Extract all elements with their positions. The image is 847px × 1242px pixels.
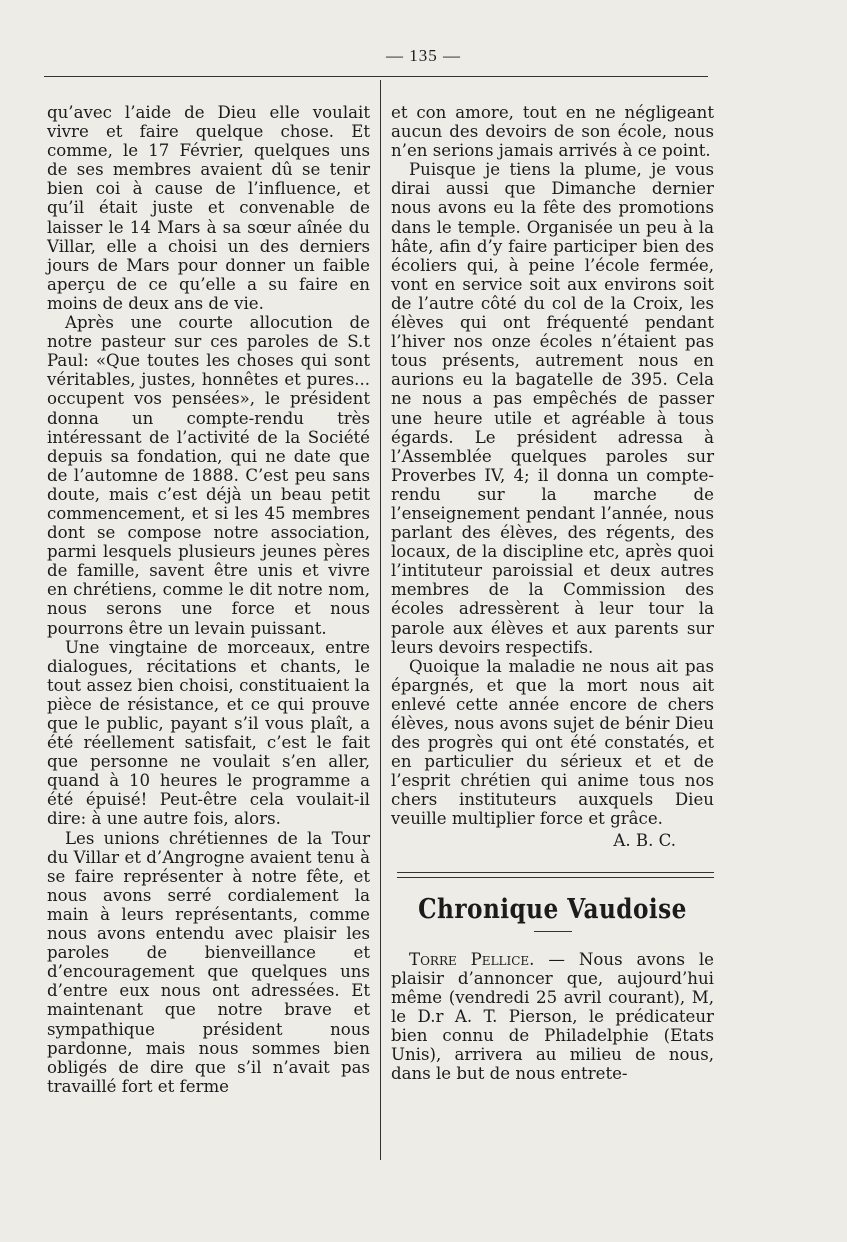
paragraph-continuation: et con amore, tout en ne négligeant aucun des devoirs de son école, nous n’en serions jamais arrivés à ce point. <box>391 103 714 161</box>
section-title: Chronique Vaudoise <box>418 893 687 925</box>
signature: A. B. C. <box>613 830 676 850</box>
chronique-paragraph <box>391 950 714 1084</box>
left-column <box>47 103 370 1096</box>
section-separator <box>397 872 714 878</box>
paragraph: Les unions chrétiennes de la Tour du Villar et d’Angrogne avaient tenu à se faire représenter à notre fête, et nous avons serré cordialement la main à leurs représentants, comme nous avons entendu avec plaisir les paroles de bienveillance et d’encouragement que quelques uns d’entre eux nous ont adressées. Et maintenant que notre brave et sympathique président nous pardonne, mais nous sommes bien obligés de dire que s’il n’avait pas travaillé fort et ferme <box>47 828 370 1096</box>
title-underline <box>534 931 572 932</box>
page-number: — 135 — <box>386 46 461 65</box>
header-rule <box>44 76 708 77</box>
right-column <box>391 103 714 1083</box>
paragraph-continuation: qu’avec l’aide de Dieu elle voulait vivre et faire quelque chose. Et comme, le 17 Février, quelques uns de ses membres avaient dû se tenir bien coi à cause de l’influence, et qu’il était juste et convenable de laisser le 14 Mars à sa sœur aînée du Villar, elle a choisi un des derniers jours de Mars pour donner un faible aperçu de ce qu’elle a su faire en moins de deux ans de vie. <box>47 103 370 313</box>
paragraph: Après une courte allocution de notre pasteur sur ces paroles de S.t Paul: «Que toutes les choses qui sont véritables, justes, honnêtes et pures... occupent vos pensées», le président donna un compte-rendu très intéressant de l’activité de la Société depuis sa fondation, qui ne date que de l’automne de 1888. C’est peu sans doute, mais c’est déjà un beau petit commencement, et si les 45 membres dont se compose notre association, parmi lesquels plusieurs jeunes pères de famille, savent être unis et vivre en chrétiens, comme le dit notre nom, nous serons une force et nous pourrons être un levain puissant. <box>47 313 370 638</box>
chronique-text: — Nous avons le plaisir d’annoncer que, aujourd’hui même (vendredi 25 avril courant), M, le D.r A. T. Pierson, le prédicateur bien connu de Philadelphie (Etats Unis), arrivera au milieu de nous, dans le but de nous entrete- <box>391 949 714 1084</box>
dateline-place: Torre Pellice. <box>409 949 535 969</box>
paragraph: Puisque je tiens la plume, je vous dirai aussi que Dimanche dernier nous avons eu la fête des promotions dans le temple. Organisée un peu à la hâte, afin d’y faire participer bien des écoliers qui, à peine l’école fermée, vont en service soit aux environs soit de l’autre côté du col de la Croix, les élèves qui ont fréquenté pendant l’hiver nos onze écoles n’étaient pas tous présents, autrement nous en aurions eu la bagatelle de 395. Cela ne nous a pas empêchés de passer une heure utile et agréable à tous égards. Le président adressa à l’Assemblée quelques paroles sur Proverbes IV, 4; il donna un compte-rendu sur la marche de l’enseignement pendant l’année, nous parlant des élèves, des régents, des locaux, de la discipline etc, après quoi l’intituteur paroissial et deux autres membres de la Commission des écoles adressèrent à leur tour la parole aux élèves et aux parents sur leurs devoirs respectifs. <box>391 160 714 657</box>
paragraph: Une vingtaine de morceaux, entre dialogues, récitations et chants, le tout assez bien choisi, constituaient la pièce de résistance, et ce qui prouve que le public, payant s’il vous plaît, a été réellement satisfait, c’est le fait que personne ne voulait s’en aller, quand à 10 heures le programme a été épuisé! Peut-être cela voulait-il dire: à une autre fois, alors. <box>47 637 370 829</box>
column-divider <box>380 80 381 1160</box>
paragraph: Quoique la maladie ne nous ait pas épargnés, et que la mort nous ait enlevé cette année encore de chers élèves, nous avons sujet de bénir Dieu des progrès qui ont été constatés, et en particulier du sérieux et et de l’esprit chrétien qui anime tous nos chers instituteurs auxquels Dieu veuille multiplier force et grâce. <box>391 656 714 829</box>
